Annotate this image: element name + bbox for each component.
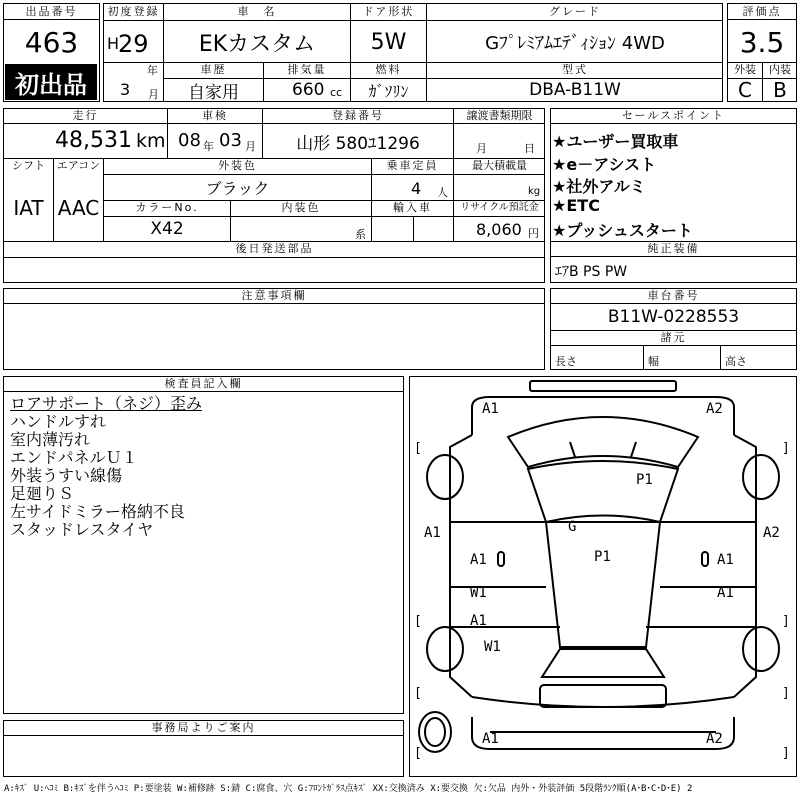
sales-point: ★ユーザー買取車 (552, 132, 679, 151)
damage-mark: A1 (717, 585, 734, 601)
shift-label: シフト (12, 159, 45, 172)
fuel-label: 燃料 (375, 63, 402, 76)
damage-mark: A2 (763, 525, 780, 541)
inspector-note: ハンドルすれ (10, 413, 107, 431)
capacity: 4 (411, 179, 422, 198)
sales-point: ★プッシュスタート (552, 221, 693, 240)
damage-mark: A1 (717, 552, 734, 568)
color-number: X42 (150, 219, 184, 239)
score: 3.5 (739, 25, 785, 59)
history: 自家用 (188, 82, 239, 101)
office-label: 事務局よりご案内 (4, 721, 403, 736)
damage-mark: A2 (706, 731, 723, 747)
transfer-day: 日 (524, 142, 535, 155)
chassis-label: 車台番号 (551, 289, 796, 304)
inspection-year-unit: 年 (203, 140, 214, 153)
svg-text:]: ] (782, 614, 790, 629)
exterior-label: 外装 (734, 63, 756, 76)
spec-vrule-1 (643, 346, 644, 370)
lot-number: 463 (24, 25, 79, 59)
inspection-year: 08 (178, 130, 201, 151)
exterior-color-label: 外装色 (218, 159, 257, 172)
width-label: 幅 (648, 355, 659, 368)
svg-text:]: ] (782, 746, 790, 761)
inspector-note: エンドパネルＵ１ (10, 449, 138, 467)
fuel: ｶﾞｿﾘﾝ (368, 81, 409, 101)
transfer-docs-label: 譲渡書類期限 (466, 109, 533, 122)
sales-point: ★ETC (552, 196, 600, 215)
later-parts-label: 後日発送部品 (235, 242, 314, 255)
displacement-unit: cc (330, 86, 343, 99)
r2-h7 (3, 257, 545, 258)
svg-text:[: [ (414, 614, 422, 629)
max-load-unit: kg (528, 186, 541, 197)
import-label: 輸入車 (393, 201, 432, 214)
spec-label: 諸元 (551, 330, 796, 346)
car-name: EKカスタム (198, 31, 316, 57)
svg-text:[: [ (414, 746, 422, 761)
transfer-month: 月 (476, 142, 487, 155)
inspector-note: 室内薄汚れ (10, 431, 91, 449)
damage-mark: A1 (424, 525, 441, 541)
door-label: ドア形状 (362, 5, 415, 18)
caution-label: 注意事項欄 (4, 289, 544, 304)
damage-mark: P1 (636, 472, 653, 488)
model-label: 型式 (562, 63, 588, 76)
reg-year: 29 (118, 30, 149, 58)
first-reg-label: 初度登録 (107, 5, 160, 18)
car-outline (410, 377, 796, 776)
inspector-note: 足廻りＳ (10, 485, 75, 503)
ac-label: エアコン (56, 159, 101, 172)
capacity-unit: 人 (437, 186, 448, 199)
interior-color-unit: 系 (355, 228, 366, 241)
door-type: 5W (370, 29, 407, 55)
damage-mark: P1 (594, 549, 611, 565)
color-no-label: カラーNo. (135, 201, 199, 214)
inspector-label: 検査員記入欄 (4, 377, 403, 392)
era: H (107, 34, 120, 53)
reg-year-unit: 年 (147, 64, 158, 77)
equipment: ｴｱB PS PW (555, 264, 628, 280)
mileage: 48,531 (55, 128, 132, 153)
reg-month: 3 (120, 80, 131, 99)
inspection-month-unit: 月 (245, 140, 256, 153)
svg-text:]: ] (782, 686, 790, 701)
sales-point: ★e－アシスト (552, 155, 657, 174)
height-label: 高さ (725, 355, 747, 368)
inspection-label: 車検 (202, 109, 228, 122)
damage-mark: A1 (482, 401, 499, 417)
reg-month-unit: 月 (148, 88, 159, 101)
damage-mark: W1 (484, 639, 501, 655)
svg-text:[: [ (414, 441, 422, 456)
registration-number: 山形 580ﾕ1296 (296, 133, 420, 154)
car-diagram (409, 376, 797, 777)
length-label: 長さ (555, 355, 577, 368)
first-listing-badge: 初出品 (5, 64, 97, 100)
equipment-label: 純正装備 (551, 242, 796, 257)
interior-label: 内装 (769, 63, 791, 76)
capacity-label: 乗車定員 (386, 159, 439, 172)
inspector-note: 外装うすい線傷 (10, 467, 123, 485)
registration-label: 登録番号 (332, 109, 384, 122)
damage-mark: A1 (482, 731, 499, 747)
svg-text:[: [ (414, 686, 422, 701)
damage-mark: A1 (470, 552, 487, 568)
recycle-fee: 8,060 (476, 220, 522, 239)
exterior-color: ブラック (205, 179, 270, 198)
shift: IAT (13, 196, 44, 220)
damage-mark: A1 (470, 613, 487, 629)
inspector-note: スタッドレスタイヤ (10, 521, 154, 539)
r2-v3 (453, 108, 454, 242)
car-name-label: 車 名 (237, 5, 277, 18)
inspection-month: 03 (219, 130, 242, 151)
displacement-label: 排気量 (287, 63, 327, 76)
recycle-unit: 円 (528, 227, 539, 240)
chassis-number: B11W-0228553 (607, 307, 740, 327)
mileage-unit: km (136, 130, 166, 152)
mileage-label: 走行 (72, 109, 99, 122)
svg-text:]: ] (782, 441, 790, 456)
damage-mark: A2 (706, 401, 723, 417)
header-rule-1 (103, 20, 723, 21)
grade-label: グレード (549, 5, 601, 18)
displacement: 660 (292, 80, 325, 100)
legend: A:ｷｽﾞ U:ﾍｺﾐ B:ｷｽﾞを伴うﾍｺﾐ P:要塗装 W:補修跡 S:錆 C:腐食、穴 G:ﾌﾛﾝﾄｶﾞﾗｽ点ｷｽﾞ XX:交換済み X:要交換 欠:欠品 内外・外装評価 5段階ﾗﾝｸ順(A･B･C･D･E) 2 (4, 784, 693, 794)
r2-v8 (413, 216, 414, 242)
exterior-grade: C (738, 79, 752, 101)
score-label: 評価点 (728, 5, 796, 20)
interior-grade: B (773, 79, 787, 101)
damage-mark: W1 (470, 585, 487, 601)
model-code: DBA-B11W (529, 80, 621, 100)
lot-number-label: 出品番号 (4, 5, 99, 20)
damage-mark: G (568, 519, 577, 535)
interior-color-label: 内装色 (281, 201, 321, 214)
recycle-label: リサイクル預託金 (460, 202, 539, 213)
grade: Gﾌﾟﾚﾐｱﾑｴﾃﾞｨｼｮﾝ 4WD (485, 33, 665, 54)
history-label: 車歴 (200, 63, 227, 76)
inspector-note: ロアサポート（ネジ）歪み (10, 395, 203, 413)
max-load-label: 最大積載量 (472, 159, 527, 172)
air-conditioner: AAC (57, 196, 100, 220)
spec-vrule-2 (720, 346, 721, 370)
sales-point: ★社外アルミ (552, 177, 646, 196)
sales-label: セールスポイント (551, 109, 796, 124)
inspector-note: 左サイドミラー格納不良 (10, 503, 185, 521)
